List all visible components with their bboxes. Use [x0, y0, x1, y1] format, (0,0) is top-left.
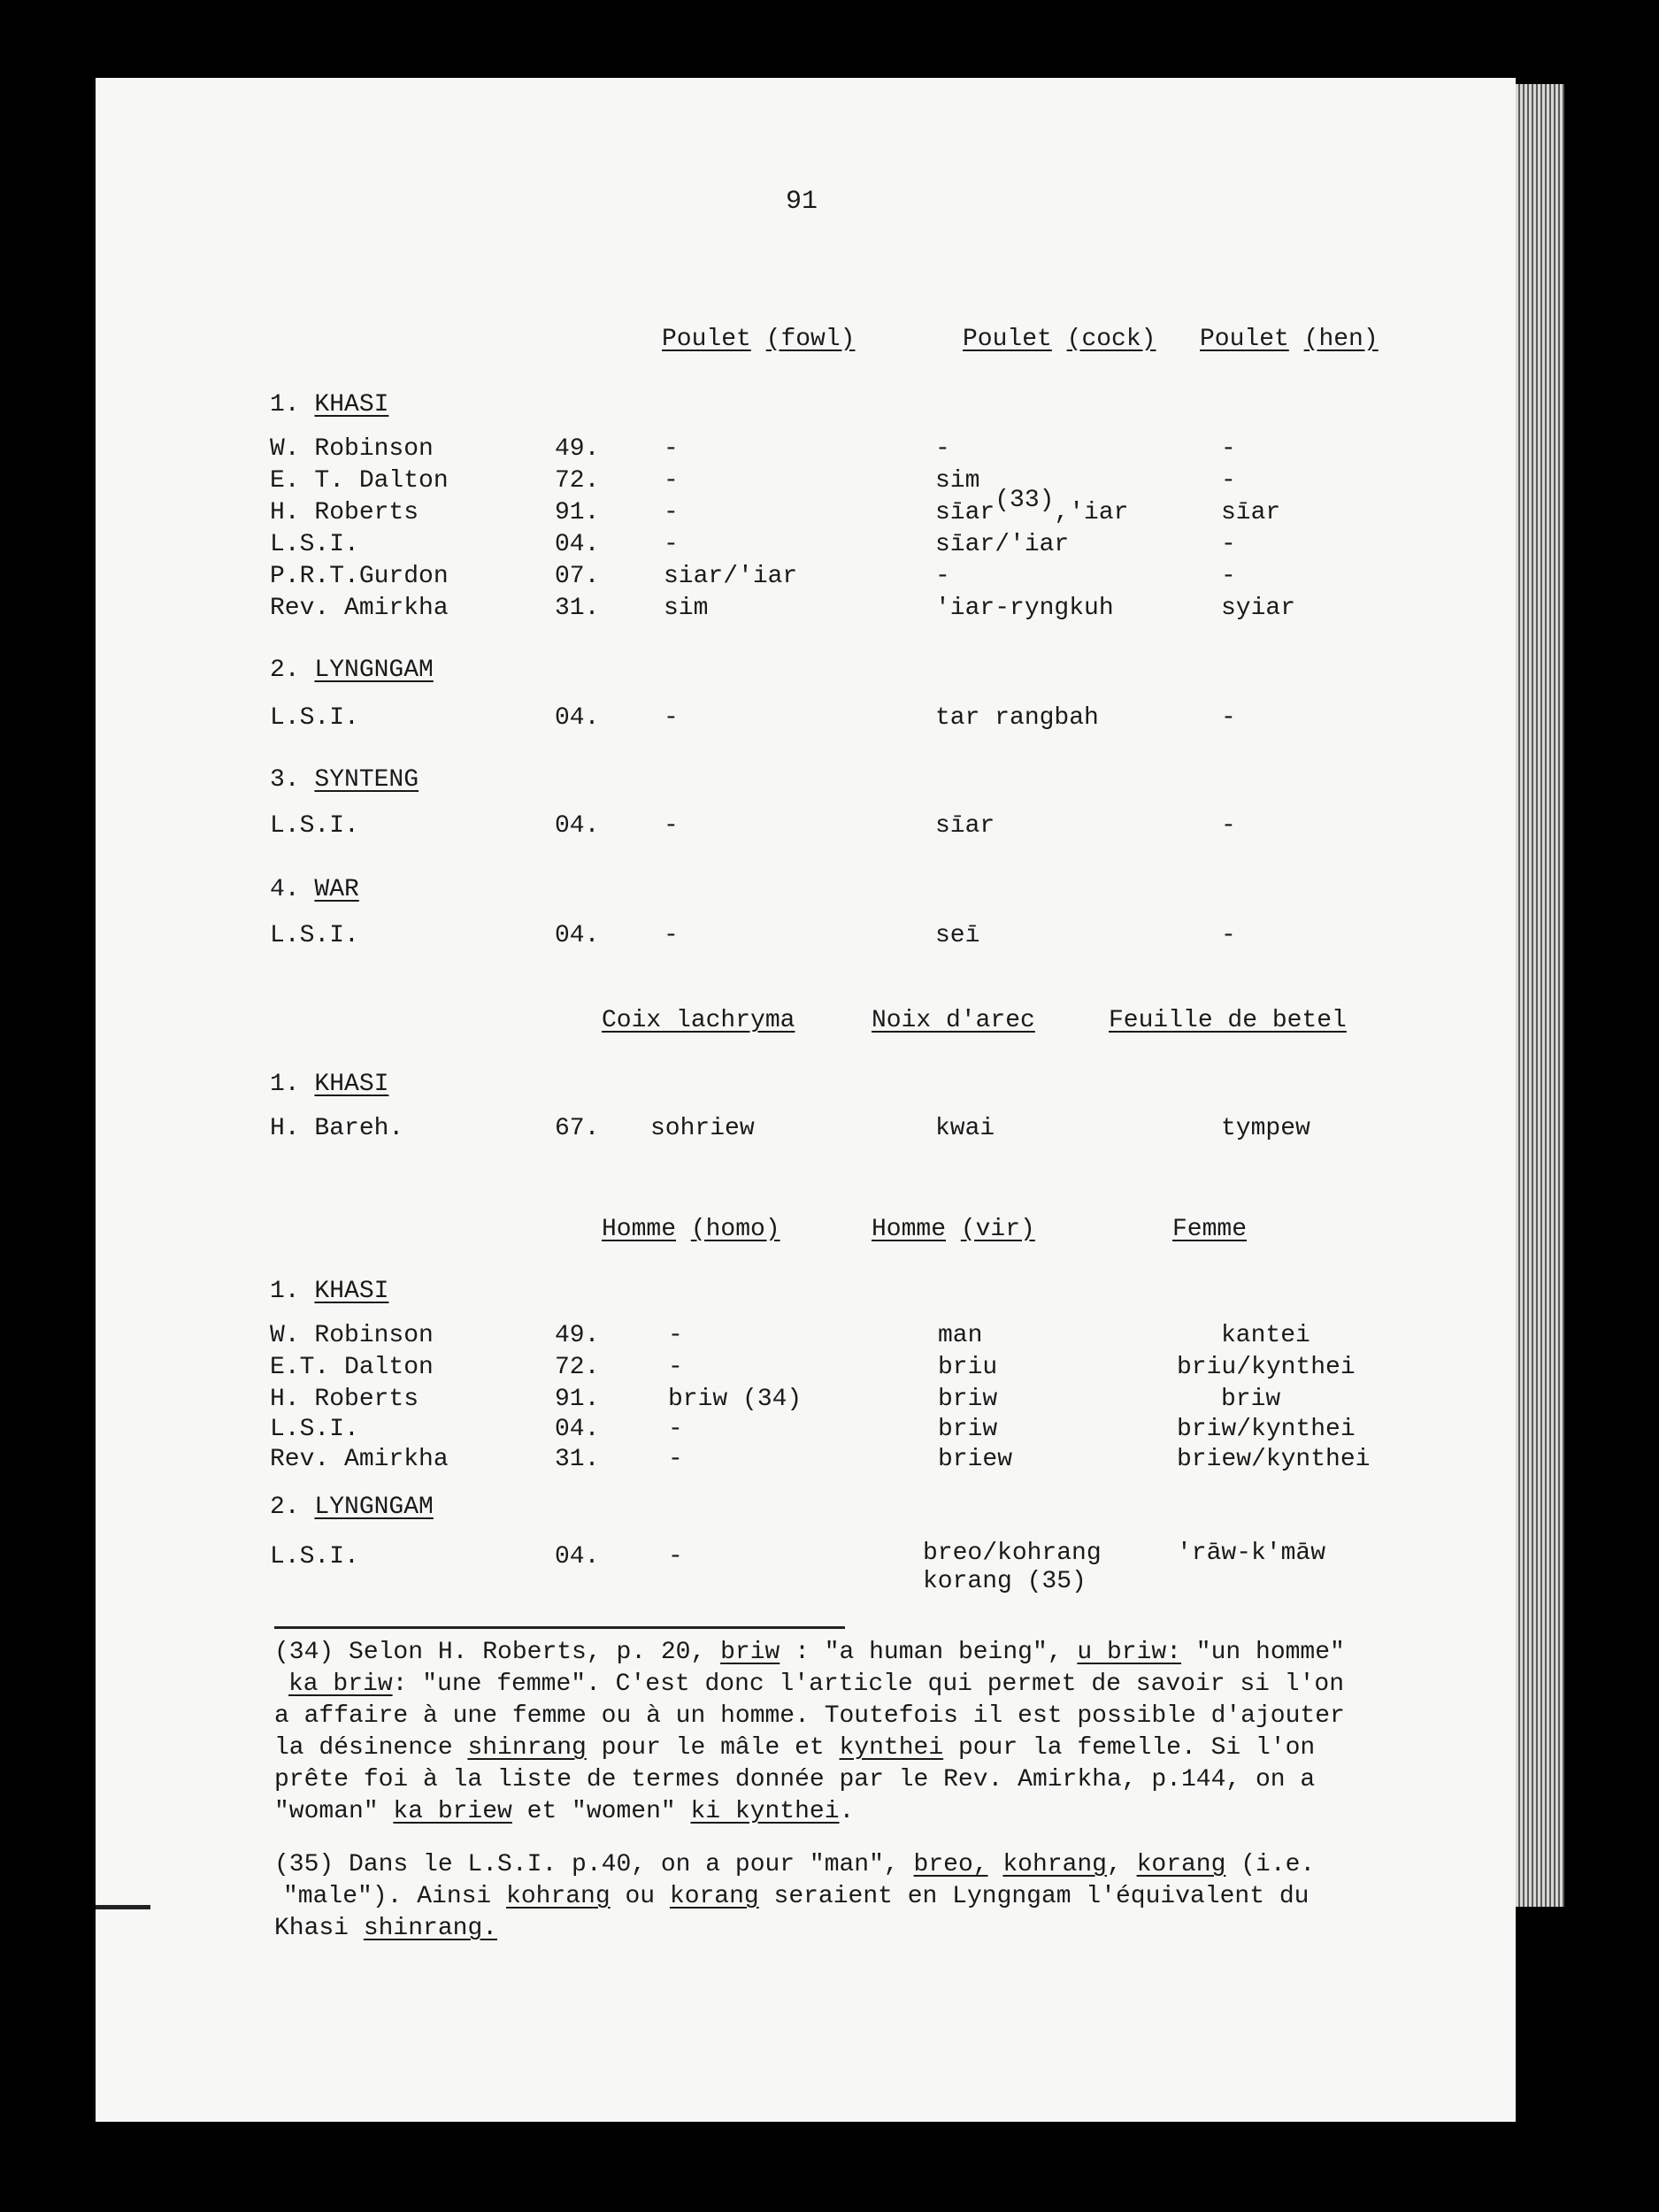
row-hen: -	[1221, 812, 1236, 840]
row-year: 04.	[555, 922, 600, 949]
group-heading: 3. SYNTENG	[270, 766, 419, 794]
row-vir: breo/kohrang	[923, 1540, 1102, 1567]
row-fowl: -	[664, 704, 679, 732]
row-homo: briw (34)	[668, 1386, 803, 1413]
row-cock: -	[935, 563, 950, 590]
footnote-line: (35) Dans le L.S.I. p.40, on a pour "man", breo, kohrang, korang (i.e.	[274, 1851, 1316, 1878]
row-homo: -	[668, 1543, 683, 1571]
group-heading: 2. LYNGNGAM	[270, 657, 434, 684]
row-cock: sīar	[935, 812, 995, 840]
header-poulet-hen: Poulet (hen)	[1200, 326, 1379, 353]
row-femme: briw/kynthei	[1177, 1416, 1356, 1443]
row-hen: -	[1221, 467, 1236, 495]
row-year: 49.	[555, 1322, 600, 1349]
row-cock: sīar(33),'iar	[935, 487, 1129, 526]
row-source: L.S.I.	[270, 704, 359, 732]
row-vir: briew	[938, 1446, 1013, 1473]
row-vir: briw	[938, 1416, 998, 1443]
row-cock: seī	[935, 922, 980, 949]
row-year: 04.	[555, 1543, 600, 1571]
row-year: 49.	[555, 435, 600, 463]
header-poulet-fowl: Poulet (fowl)	[662, 326, 856, 353]
group-heading: 1. KHASI	[270, 1278, 389, 1305]
footnote-rule	[274, 1626, 845, 1629]
header-femme: Femme	[1172, 1216, 1248, 1243]
row-cock: tar rangbah	[935, 704, 1099, 732]
row-femme: kantei	[1221, 1322, 1310, 1349]
row-source: L.S.I.	[270, 1416, 359, 1443]
row-coix: sohriew	[650, 1115, 755, 1142]
row-year: 04.	[555, 531, 600, 558]
row-year: 04.	[555, 704, 600, 732]
header-coix: Coix lachryma	[602, 1007, 795, 1034]
row-cock: sīar/'iar	[935, 531, 1070, 558]
row-year: 91.	[555, 499, 600, 526]
row-source: P.R.T.Gurdon	[270, 563, 449, 590]
footnote-line: "male"). Ainsi kohrang ou korang seraient en Lyngngam l'équivalent du	[283, 1883, 1310, 1910]
header-betel: Feuille de betel	[1109, 1007, 1347, 1034]
row-cock: -	[935, 435, 950, 463]
row-fowl: sim	[664, 595, 709, 622]
footnote-line: Khasi shinrang.	[274, 1915, 498, 1942]
row-source: Rev. Amirkha	[270, 595, 449, 622]
row-year: 72.	[555, 1354, 600, 1381]
group-heading: 2. LYNGNGAM	[270, 1494, 434, 1521]
row-year: 91.	[555, 1386, 600, 1413]
footnote-line: a affaire à une femme ou à un homme. Toutefois il est possible d'ajouter	[274, 1702, 1345, 1730]
row-femme: 'rāw-k'māw	[1177, 1540, 1326, 1567]
row-betel: tympew	[1221, 1115, 1310, 1142]
row-source: Rev. Amirkha	[270, 1446, 449, 1473]
row-vir: man	[938, 1322, 983, 1349]
footnote-line: la désinence shinrang pour le mâle et kynthei pour la femelle. Si l'on	[274, 1734, 1316, 1762]
row-hen: syiar	[1221, 595, 1296, 622]
row-femme: briu/kynthei	[1177, 1354, 1356, 1381]
group-heading: 4. WAR	[270, 876, 359, 903]
row-homo: -	[668, 1322, 683, 1349]
row-fowl: -	[664, 499, 679, 526]
row-source: L.S.I.	[270, 531, 359, 558]
row-hen: -	[1221, 563, 1236, 590]
row-hen: -	[1221, 922, 1236, 949]
footnote-line: "woman" ka briew et "women" ki kynthei.	[274, 1798, 855, 1825]
row-homo: -	[668, 1416, 683, 1443]
header-poulet-cock: Poulet (cock)	[963, 326, 1156, 353]
page-number: 91	[786, 187, 818, 217]
row-year: 31.	[555, 595, 600, 622]
footnote-line: prête foi à la liste de termes donnée par le Rev. Amirkha, p.144, on a	[274, 1766, 1316, 1793]
row-year: 04.	[555, 1416, 600, 1443]
row-cock: sim	[935, 467, 980, 495]
row-source: W. Robinson	[270, 435, 434, 463]
row-source: H. Roberts	[270, 1386, 419, 1413]
row-hen: sīar	[1221, 499, 1281, 526]
group-heading: 1. KHASI	[270, 391, 389, 419]
row-vir-continued: korang (35)	[923, 1568, 1087, 1595]
row-femme: briw	[1221, 1386, 1281, 1413]
row-homo: -	[668, 1354, 683, 1381]
row-vir: briu	[938, 1354, 998, 1381]
header-areca: Noix d'arec	[872, 1007, 1035, 1034]
row-hen: -	[1221, 704, 1236, 732]
row-year: 07.	[555, 563, 600, 590]
row-hen: -	[1221, 435, 1236, 463]
row-source: L.S.I.	[270, 812, 359, 840]
row-year: 31.	[555, 1446, 600, 1473]
row-source: H. Bareh.	[270, 1115, 404, 1142]
group-heading: 1. KHASI	[270, 1071, 389, 1098]
row-source: W. Robinson	[270, 1322, 434, 1349]
header-homme-vir: Homme (vir)	[872, 1216, 1035, 1243]
row-year: 04.	[555, 812, 600, 840]
row-femme: briew/kynthei	[1177, 1446, 1371, 1473]
margin-mark	[96, 1905, 150, 1909]
footnote-line: (34) Selon H. Roberts, p. 20, briw : "a human being", u briw: "un homme"	[274, 1639, 1345, 1666]
row-source: E. T. Dalton	[270, 467, 449, 495]
row-fowl: -	[664, 922, 679, 949]
row-hen: -	[1221, 531, 1236, 558]
row-fowl: siar/'iar	[664, 563, 798, 590]
footnote-line: ka briw: "une femme". C'est donc l'article qui permet de savoir si l'on	[288, 1671, 1344, 1698]
row-source: E.T. Dalton	[270, 1354, 434, 1381]
row-fowl: -	[664, 467, 679, 495]
row-year: 72.	[555, 467, 600, 495]
row-source: L.S.I.	[270, 922, 359, 949]
row-areca: kwai	[935, 1115, 995, 1142]
footnote-ref-33: (33)	[995, 487, 1055, 514]
row-source: L.S.I.	[270, 1543, 359, 1571]
row-year: 67.	[555, 1115, 600, 1142]
row-cock: 'iar-ryngkuh	[935, 595, 1114, 622]
row-fowl: -	[664, 531, 679, 558]
row-fowl: -	[664, 812, 679, 840]
header-homme-homo: Homme (homo)	[602, 1216, 780, 1243]
row-fowl: -	[664, 435, 679, 463]
row-homo: -	[668, 1446, 683, 1473]
row-vir: briw	[938, 1386, 998, 1413]
page-edge	[1516, 84, 1564, 1907]
row-source: H. Roberts	[270, 499, 419, 526]
